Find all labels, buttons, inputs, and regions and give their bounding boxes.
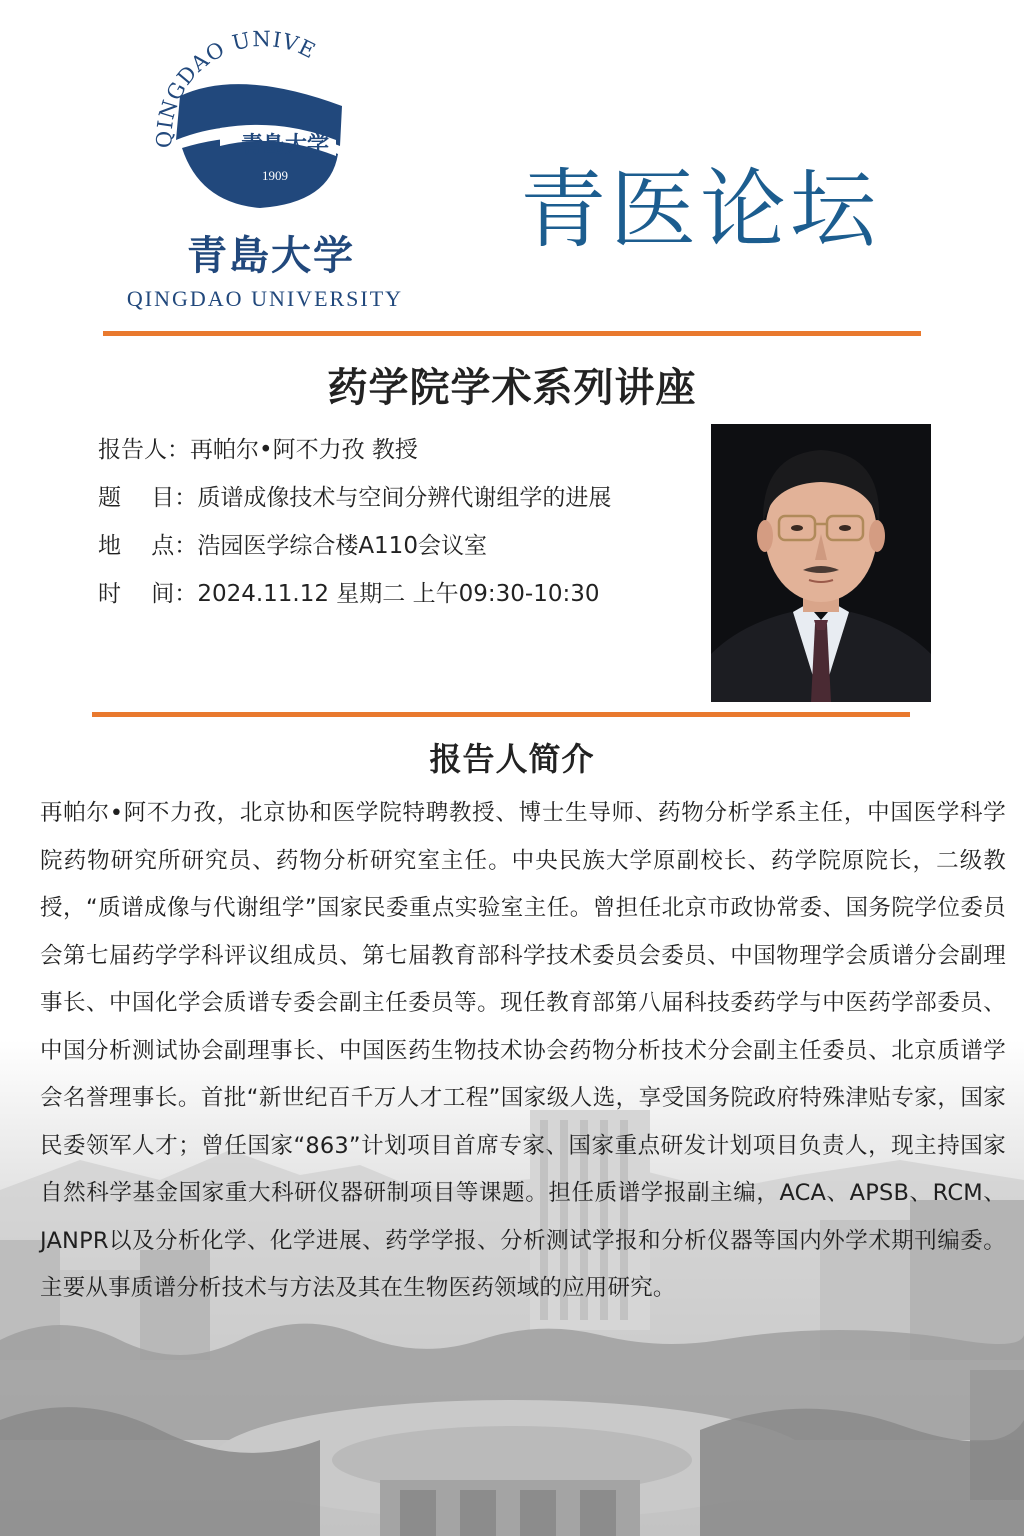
qingdao-university-logo <box>110 28 420 313</box>
logo-name-chinese: 青島大学 <box>187 232 355 279</box>
topic-row <box>98 474 698 522</box>
time-label: 时 间： <box>98 581 198 607</box>
series-title: 药学院学术系列讲座 <box>327 365 697 411</box>
time-row <box>98 570 698 618</box>
place-row <box>98 522 698 570</box>
logo-founded-year: 1909 <box>262 168 288 183</box>
place-label: 地 点： <box>98 533 198 559</box>
logo-emblem <box>110 28 420 228</box>
place-value: 浩园医学综合楼A110会议室 <box>197 533 487 559</box>
speaker-label: 报告人： <box>98 437 190 463</box>
divider-bottom <box>92 712 910 717</box>
divider-top <box>103 331 921 336</box>
speaker-row <box>98 426 698 474</box>
speaker-value: 再帕尔•阿不力孜 教授 <box>190 437 418 463</box>
forum-title: 青医论坛 <box>520 160 880 260</box>
topic-label: 题 目： <box>98 485 198 511</box>
logo-name-english: QINGDAO UNIVERSITY <box>126 286 404 311</box>
speaker-portrait <box>711 424 931 702</box>
bio-text: 再帕尔•阿不力孜，北京协和医学院特聘教授、博士生导师、药物分析学系主任，中国医学科学院药物研究所研究员、药物分析研究室主任。中央民族大学原副校长、药学院原院长，二级教授，“质谱成像与代谢组学”国家民委重点实验室主任。曾担任北京市政协常委、国务院学位委员会第七届药学学科评议组成员、第七届教育部科学技术委员会委员、中国物理学会质谱分会副理事长、中国化学会质谱专委会副主任委员等。现任教育部第八届科技委药学与中医药学部委员、中国分析测试协会副理事长、中国医药生物技术协会药物分析技术分会副主任委员、北京质谱学会名誉理事长。首批“新世纪百千万人才工程”国家级人选，享受国务院政府特殊津贴专家，国家民委领军人才；曾任国家“863”计划项目首席专家、国家重点研发计划项目负责人，现主持国家自然科学基金国家重大科研仪器研制项目等课题。担任质谱学报副主编，ACA、APSB、RCM、JANPR以及分析化学、化学进展、药学学报、分析测试学报和分析仪器等国内外学术期刊编委。主要从事质谱分析技术与方法及其在生物医药领域的应用研究。 <box>40 800 1006 1301</box>
bio-title: 报告人简介 <box>429 740 595 778</box>
topic-value: 质谱成像技术与空间分辨代谢组学的进展 <box>197 485 612 511</box>
lecture-info <box>98 426 698 618</box>
logo-seal-name: 青島大学 <box>240 132 330 158</box>
time-value: 2024.11.12 星期二 上午09:30-10:30 <box>197 581 600 607</box>
logo-arc-text: QINGDAO UNIVE <box>152 28 320 149</box>
